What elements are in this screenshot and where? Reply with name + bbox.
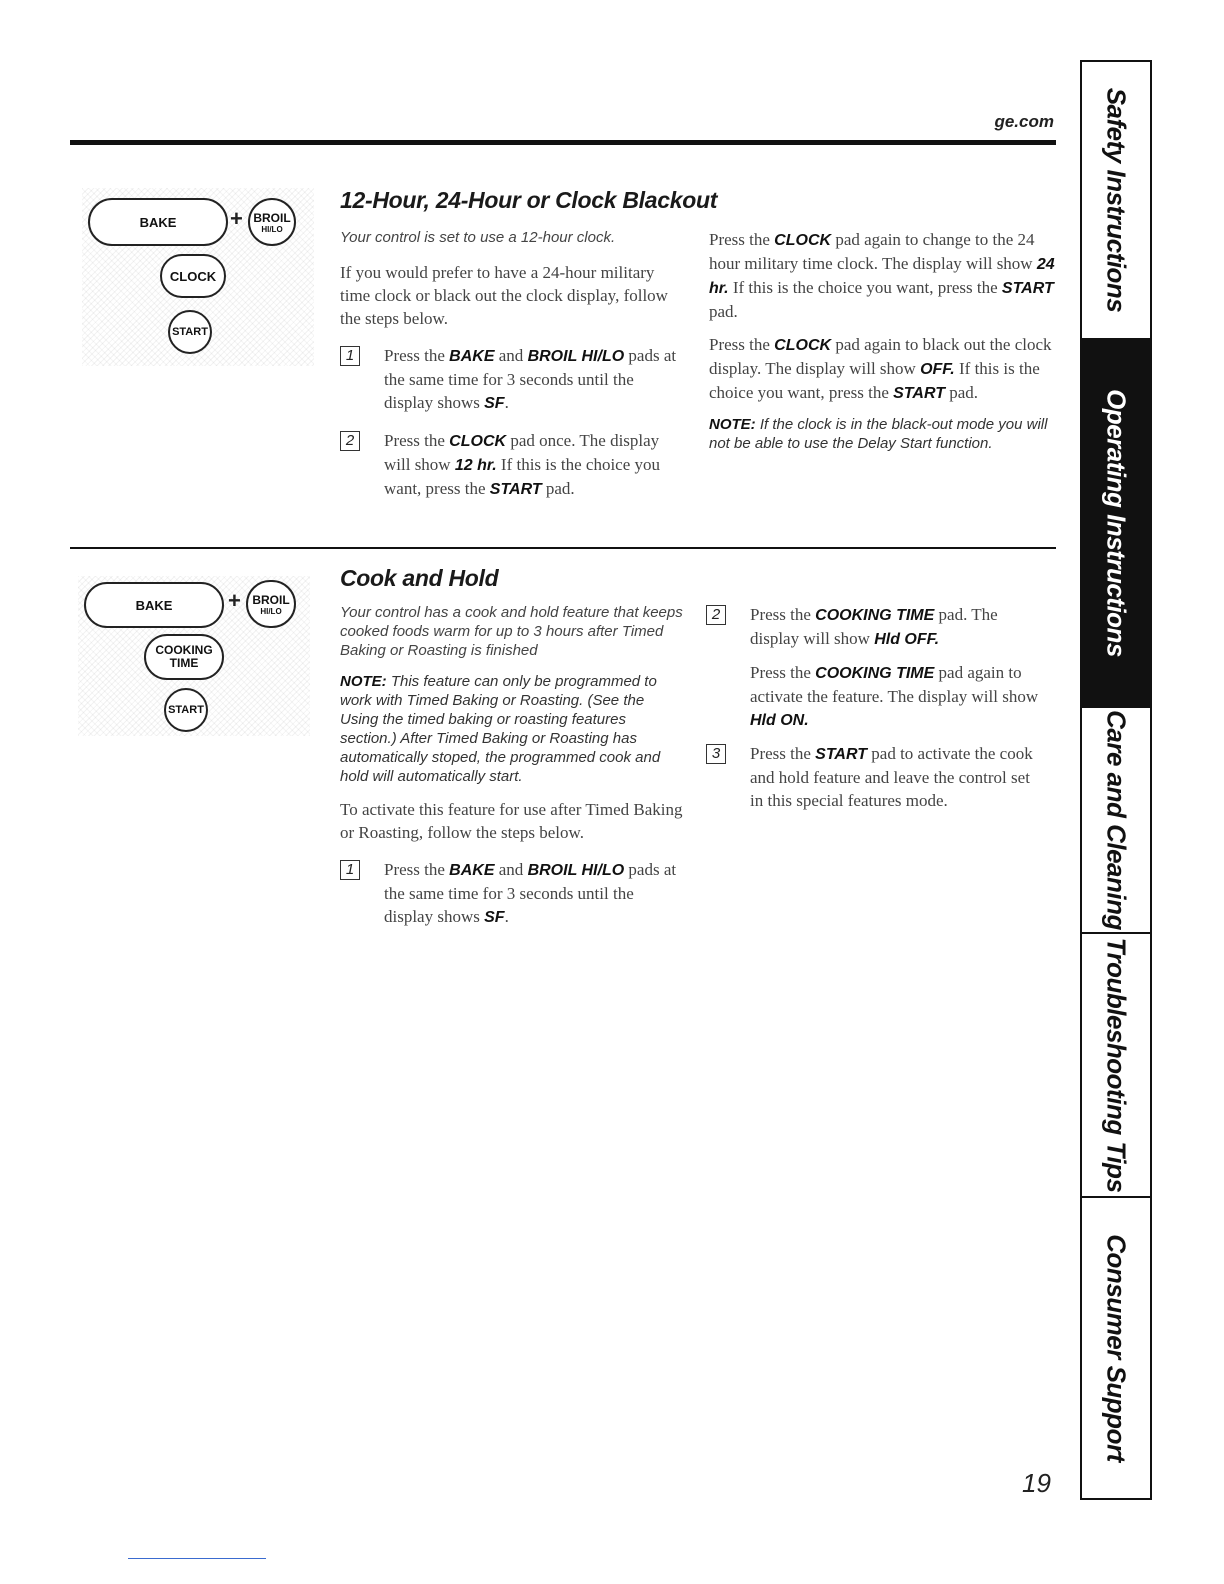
section1-24hr-paragraph: Press the CLOCK pad again to change to the 24 hour military time clock. The display will show 24 hr. If this is the choice you want, press the START pad. bbox=[709, 230, 1055, 321]
broil-pad bbox=[248, 198, 296, 246]
section-divider bbox=[70, 547, 1056, 549]
start-pad: START bbox=[168, 310, 212, 354]
tab-operating-instructions[interactable]: Operating Instructions bbox=[1082, 340, 1150, 708]
cooking-time-label-1: COOKING bbox=[155, 643, 213, 657]
bake-pad: BAKE bbox=[84, 582, 224, 628]
step-number-box: 2 bbox=[340, 431, 360, 451]
section-title-cook-and-hold: Cook and Hold bbox=[340, 565, 499, 591]
section1-column1 bbox=[340, 228, 685, 501]
tab-consumer-support[interactable]: Consumer Support bbox=[1101, 1234, 1132, 1462]
section2-column2 bbox=[706, 603, 1046, 812]
broil-pad-sublabel: HI/LO bbox=[260, 606, 282, 616]
step-number-box: 3 bbox=[706, 744, 726, 764]
section1-lead: Your control is set to use a 12-hour clock. bbox=[340, 229, 616, 246]
step-number-box: 1 bbox=[340, 860, 360, 880]
section2-lead: Your control has a cook and hold feature that keeps cooked foods warm for up to 3 hours after Timed Baking or Roasting is finished bbox=[340, 604, 683, 659]
section1-step-2: 2 Press the CLOCK pad once. The display will show 12 hr. If this is the choice you want, press the START pad. bbox=[340, 429, 685, 501]
section1-column2 bbox=[709, 228, 1059, 453]
cooking-time-pad bbox=[144, 634, 224, 680]
step-number-box: 1 bbox=[340, 346, 360, 366]
cooking-time-label-2: TIME bbox=[169, 656, 199, 670]
plus-icon: + bbox=[230, 206, 243, 231]
section-title-clock: 12-Hour, 24-Hour or Clock Blackout bbox=[340, 187, 718, 213]
control-panel-illustration-1 bbox=[82, 188, 314, 366]
plus-icon: + bbox=[228, 588, 241, 613]
header-rule bbox=[70, 140, 1056, 145]
section1-note: NOTE: If the clock is in the black-out mode you will not be able to use the Delay Start function. bbox=[709, 416, 1048, 452]
section2-column1 bbox=[340, 603, 685, 929]
step-number-box: 2 bbox=[706, 605, 726, 625]
section2-step-2b: Press the COOKING TIME pad again to activate the feature. The display will show Hld ON. bbox=[750, 663, 1039, 729]
control-panel-illustration-2 bbox=[78, 576, 310, 736]
broil-pad-label: BROIL bbox=[253, 210, 291, 225]
section1-blackout-paragraph: Press the CLOCK pad again to black out the clock display. The display will show OFF. If this is the choice you want, press the START pad. bbox=[709, 335, 1052, 402]
side-tab-bar bbox=[1080, 60, 1152, 1500]
site-url: ge.com bbox=[994, 112, 1054, 131]
broil-pad-sublabel: HI/LO bbox=[261, 224, 283, 234]
footer-rule bbox=[128, 1558, 266, 1559]
start-pad: START bbox=[164, 688, 208, 732]
tab-safety-instructions[interactable]: Safety Instructions bbox=[1082, 62, 1150, 340]
section2-step-2: 2 Press the COOKING TIME pad. The display will show Hld OFF. bbox=[706, 603, 1046, 651]
section2-note: NOTE: This feature can only be programmed to work with Timed Baking or Roasting. (See the Using the timed baking or roasting features section.) After Timed Baking or Roasting has automatically stoped, the programmed cook and hold will automatically start. bbox=[340, 673, 661, 785]
section1-intro: If you would prefer to have a 24-hour military time clock or black out the clock display, follow the steps below. bbox=[340, 263, 668, 328]
tab-care-and-cleaning[interactable]: Care and Cleaning bbox=[1082, 708, 1150, 934]
clock-pad: CLOCK bbox=[160, 254, 226, 298]
section1-step-1: 1 Press the BAKE and BROIL HI/LO pads at the same time for 3 seconds until the display shows SF. bbox=[340, 344, 685, 415]
broil-pad bbox=[246, 580, 296, 628]
section2-step-3: 3 Press the START pad to activate the cook and hold feature and leave the control set in this special features mode. bbox=[706, 742, 1046, 812]
section2-intro: To activate this feature for use after Timed Baking or Roasting, follow the steps below. bbox=[340, 800, 683, 842]
broil-pad-label: BROIL bbox=[252, 592, 290, 607]
bake-pad: BAKE bbox=[88, 198, 228, 246]
section2-step-1: 1 Press the BAKE and BROIL HI/LO pads at the same time for 3 seconds until the display shows SF. bbox=[340, 858, 685, 929]
page-number: 19 bbox=[1022, 1468, 1051, 1498]
tab-troubleshooting-tips[interactable]: Troubleshooting Tips bbox=[1082, 934, 1150, 1198]
